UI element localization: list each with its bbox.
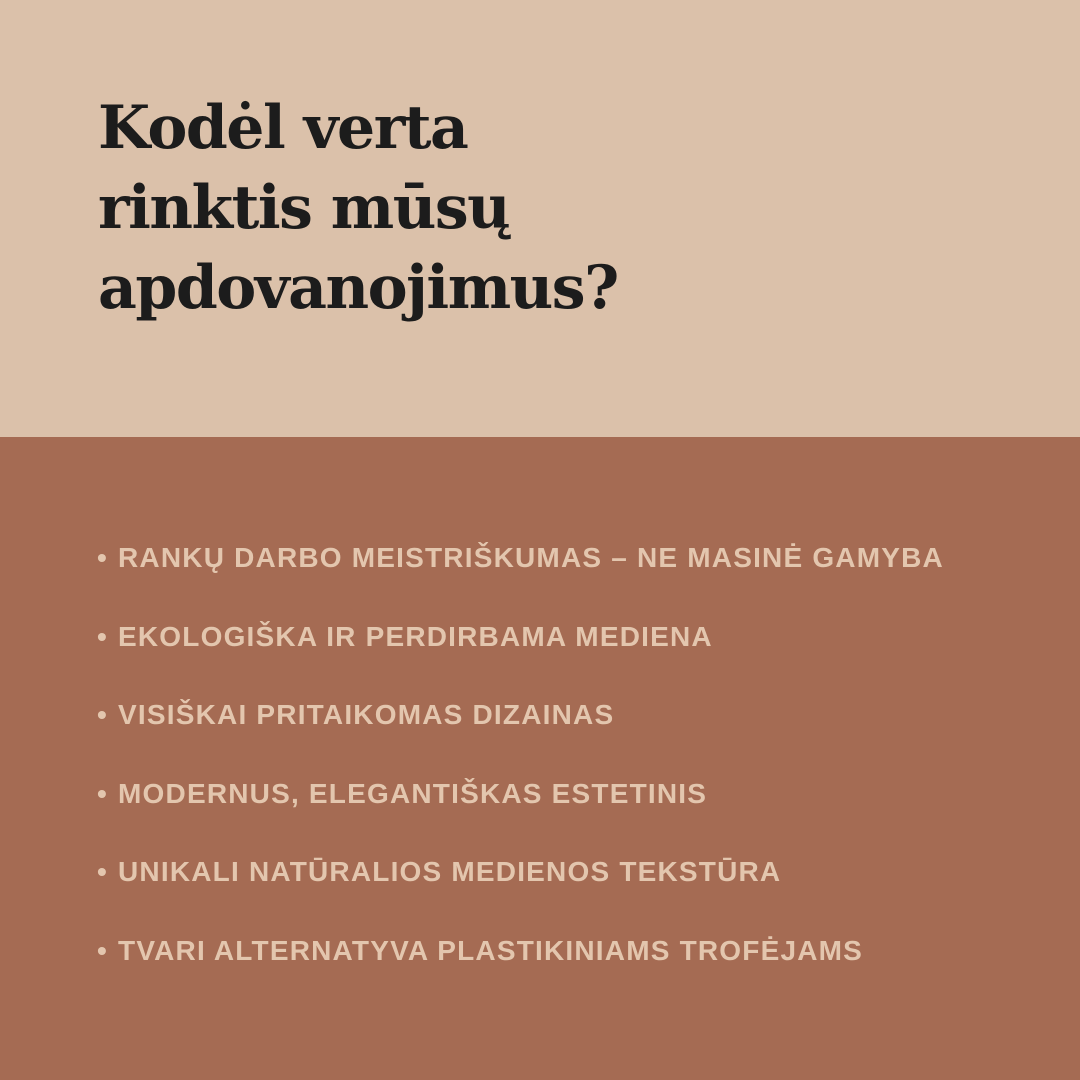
bullet-icon: •: [97, 542, 109, 573]
list-item: [97, 847, 944, 926]
title-line: apdovanojimus?: [98, 253, 618, 323]
feature-label: TVARI ALTERNATYVA PLASTIKINIAMS TROFĖJAMS: [118, 934, 864, 966]
feature-label: UNIKALI NATŪRALIOS MEDIENOS TEKSTŪRA: [118, 856, 782, 887]
bullet-icon: •: [97, 620, 109, 652]
list-item: [97, 926, 944, 1005]
list-item: [97, 690, 944, 769]
feature-label: RANKŲ DARBO MEISTRIŠKUMAS – NE MASINĖ GAMYBA: [118, 542, 944, 573]
bullet-icon: •: [97, 777, 109, 809]
heading-panel: [0, 0, 1080, 437]
list-item: [97, 612, 944, 691]
feature-label: EKOLOGIŠKA IR PERDIRBAMA MEDIENA: [118, 620, 713, 652]
list-item: [97, 533, 944, 612]
bullet-icon: •: [97, 934, 109, 966]
bullet-icon: •: [97, 699, 109, 730]
feature-list: [97, 533, 944, 1004]
feature-label: VISIŠKAI PRITAIKOMAS DIZAINAS: [118, 699, 615, 730]
bullet-icon: •: [97, 856, 109, 887]
page-title: [98, 88, 618, 328]
list-item: [97, 769, 944, 848]
title-line: Kodėl verta: [98, 93, 468, 163]
title-line: rinktis mūsų: [98, 173, 510, 243]
feature-label: MODERNUS, ELEGANTIŠKAS ESTETINIS: [118, 777, 708, 809]
